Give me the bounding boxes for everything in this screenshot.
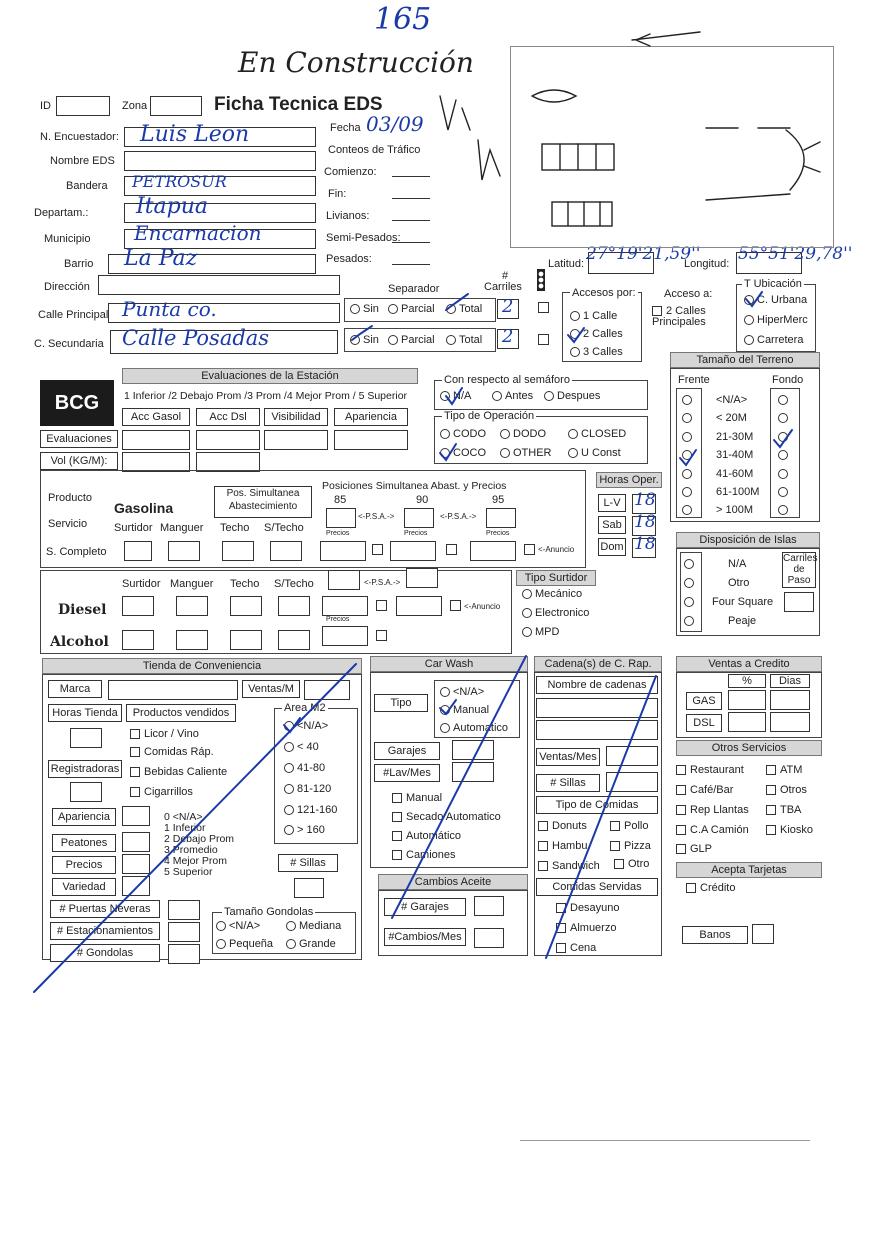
area-41-80[interactable]: 41-80: [284, 762, 325, 774]
carriles-label: Carriles: [484, 281, 522, 293]
gondola-grande[interactable]: Grande: [286, 938, 336, 950]
apariencia-field[interactable]: [122, 806, 150, 826]
area-81-120[interactable]: 81-120: [284, 783, 331, 795]
ubicacion-title: T Ubicación: [744, 278, 802, 290]
cadena-ventas-label: Ventas/Mes: [536, 748, 600, 766]
calle-secundaria-value: Calle Posadas: [122, 326, 270, 350]
ubicacion-carretera[interactable]: Carretera: [744, 334, 803, 346]
sep2-parcial[interactable]: Parcial: [388, 334, 435, 346]
tipo-surtidor-title: Tipo Surtidor: [516, 570, 596, 586]
eval-acc-dsl[interactable]: [196, 430, 260, 450]
alc-techo[interactable]: [230, 630, 262, 650]
bandera-label: Bandera: [66, 180, 108, 192]
ubicacion-hipermerc[interactable]: HiperMerc: [744, 314, 808, 326]
dsl-anuncio: <-Anuncio: [464, 602, 501, 611]
dsl-precios: Precios: [326, 616, 350, 623]
islas-otro[interactable]: [684, 577, 697, 589]
carwash-c-automatico[interactable]: Automático: [392, 830, 461, 842]
cadena-nombre-label: Nombre de cadenas: [536, 676, 658, 694]
cadena-nombre-1[interactable]: [536, 698, 658, 718]
semaforo-despues[interactable]: Despues: [544, 390, 600, 402]
carwash-manual[interactable]: Manual: [440, 704, 489, 716]
ubicacion-urbana[interactable]: C. Urbana: [744, 294, 807, 306]
vol-row-label: Vol (KG/M):: [40, 452, 118, 470]
terreno-frente-radio-0[interactable]: [682, 394, 695, 406]
otros-tba[interactable]: TBA: [766, 804, 801, 816]
terreno-fondo-radio-1[interactable]: [778, 412, 791, 424]
comida-pizza[interactable]: Pizza: [610, 840, 651, 852]
terreno-option-label: < 20M: [716, 412, 747, 425]
sketch-area: [510, 46, 834, 248]
banos-field[interactable]: [752, 924, 774, 944]
traffic-light-icon: [534, 268, 548, 292]
area-title: Area M2: [284, 702, 326, 714]
carwash-na[interactable]: <N/A>: [440, 686, 484, 698]
evaluaciones-title-bar: Evaluaciones de la Estación: [122, 368, 418, 384]
carwash-garajes-field[interactable]: [452, 740, 494, 760]
credito-pct-label: %: [728, 674, 766, 688]
zona-label: Zona: [122, 100, 148, 112]
otros-kiosko[interactable]: Kiosko: [766, 824, 813, 836]
productos-label: Productos vendidos: [126, 704, 236, 722]
terreno-option-label: <N/A>: [716, 394, 748, 406]
longitud-label: Longitud:: [684, 258, 730, 270]
dsl-check-2[interactable]: [450, 600, 461, 611]
credito-gas-pct[interactable]: [728, 690, 766, 710]
carriles-hash: #: [502, 270, 509, 282]
gas-col-manguer: Manguer: [160, 522, 204, 534]
terreno-fondo: Fondo: [772, 374, 804, 386]
estacionamientos-field[interactable]: [168, 922, 200, 942]
islas-peaje[interactable]: [684, 615, 697, 627]
id-field[interactable]: [56, 96, 110, 116]
islas-otro-label: Otro: [728, 577, 750, 589]
credito-gas-dias[interactable]: [770, 690, 810, 710]
otros-title-bar: Otros Servicios: [676, 740, 822, 756]
terreno-title-bar: Tamaño del Terreno: [670, 352, 820, 368]
latitud-label: Latitud:: [548, 258, 585, 270]
surtidor-mecanico[interactable]: Mecánico: [522, 588, 582, 600]
surtidor-mpd[interactable]: MPD: [522, 626, 559, 638]
municipio-label: Municipio: [44, 233, 91, 245]
col-apariencia: Apariencia: [334, 408, 408, 426]
cadena-sillas-field[interactable]: [606, 772, 658, 792]
registradoras-field[interactable]: [70, 782, 102, 802]
cadena-sillas-label: # Sillas: [536, 774, 600, 792]
terreno-fondo-radio-3[interactable]: [778, 449, 791, 461]
credito-dias-label: Dias: [770, 674, 810, 688]
encuestador-label: N. Encuestador:: [40, 131, 119, 143]
horas-lv-label: L-V: [598, 494, 626, 512]
sc-90-check[interactable]: [446, 544, 457, 555]
terreno-frente-radio-1[interactable]: [682, 412, 695, 424]
puertas-label: # Puertas Neveras: [50, 900, 160, 918]
terreno-fondo-radio-5[interactable]: [778, 486, 791, 498]
banos-label: Banos: [682, 926, 748, 944]
aceite-title-bar: Cambios Aceite: [378, 874, 528, 890]
gas-precios-2: Precios: [404, 530, 428, 537]
calle-secundaria-label: C. Secundaria: [34, 338, 104, 350]
sc-90[interactable]: [390, 541, 436, 561]
precios-field[interactable]: [122, 854, 150, 874]
longitud-value: 55°51'29,78'': [738, 244, 853, 264]
gas-psa-1: <-P.S.A.->: [358, 512, 395, 521]
sillas-field[interactable]: [294, 878, 324, 898]
sep1-total[interactable]: Total: [446, 303, 482, 315]
cadena-title-bar: Cadena(s) de C. Rap.: [534, 656, 662, 672]
calle-principal-value: Punta co.: [122, 297, 217, 321]
gondola-pequena[interactable]: Pequeña: [216, 938, 273, 950]
comida-donuts[interactable]: Donuts: [538, 820, 587, 832]
terreno-frente: Frente: [678, 374, 710, 386]
carwash-c-secado[interactable]: Secado Automatico: [392, 811, 501, 823]
op-codo[interactable]: CODO: [440, 428, 486, 440]
sep2-total[interactable]: Total: [446, 334, 482, 346]
alc-check[interactable]: [376, 630, 387, 641]
op-dodo[interactable]: DODO: [500, 428, 546, 440]
barrio-label: Barrio: [64, 258, 94, 270]
peatones-field[interactable]: [122, 832, 150, 852]
s-completo-label: S. Completo: [46, 546, 107, 558]
servida-almuerzo[interactable]: Almuerzo: [556, 922, 616, 934]
variedad-label: Variedad: [52, 878, 116, 896]
diesel-label: Diesel: [58, 602, 107, 618]
estacionamientos-label: # Estacionamientos: [50, 922, 160, 940]
col-acc-dsl: Acc Dsl: [196, 408, 260, 426]
peatones-label: Peatones: [52, 834, 116, 852]
livianos-label: Livianos:: [326, 210, 370, 222]
tam-gondolas-title: Tamaño Gondolas: [224, 906, 314, 918]
carwash-title-bar: Car Wash: [370, 656, 528, 672]
fecha-label: Fecha: [330, 122, 361, 134]
comienzo-label: Comienzo:: [324, 166, 377, 178]
tipo-op-title: Tipo de Operación: [444, 410, 535, 422]
producto-label: Producto: [48, 492, 93, 504]
pesados-label: Pesados:: [326, 253, 372, 265]
accesos-3-calles[interactable]: 3 Calles: [570, 346, 623, 358]
prod-licor[interactable]: Licor / Vino: [130, 728, 199, 740]
cadena-tipo-label: Tipo de Comidas: [536, 796, 658, 814]
gas-col-techo: Techo: [220, 522, 250, 534]
nombre-eds-label: Nombre EDS: [50, 155, 115, 167]
comida-hambu[interactable]: Hambu.: [538, 840, 591, 852]
departamento-value: Itapua: [136, 194, 209, 219]
dsl-price[interactable]: [322, 596, 368, 616]
dsl-surtidor[interactable]: [122, 596, 154, 616]
carwash-c-camiones[interactable]: Camiones: [392, 849, 456, 861]
carwash-lav-label: #Lav/Mes: [374, 764, 440, 782]
eval-apariencia[interactable]: [334, 430, 408, 450]
evaluaciones-scale: 1 Inferior /2 Debajo Prom /3 Prom /4 Mejor Prom / 5 Superior: [124, 390, 408, 402]
acceso-a-2-calles[interactable]: 2 Calles Principales: [652, 305, 706, 328]
bandera-value: PETROSUR: [132, 172, 227, 191]
op-other[interactable]: OTHER: [500, 447, 552, 459]
alcohol-label: Alcohol: [50, 634, 109, 650]
dsl-col-techo: Techo: [230, 578, 260, 590]
servicio-label: Servicio: [48, 518, 88, 530]
gas-psa-2: <-P.S.A.->: [440, 512, 477, 521]
gas-95-psa[interactable]: [486, 508, 516, 528]
op-closed[interactable]: CLOSED: [568, 428, 626, 440]
gas-anuncio: <-Anuncio: [538, 545, 575, 554]
dsl-psa: <-P.S.A.->: [364, 578, 401, 587]
dsl-check-1[interactable]: [376, 600, 387, 611]
calle-principal-label: Calle Principal: [38, 309, 109, 321]
sc-95[interactable]: [470, 541, 516, 561]
gas-precios-3: Precios: [486, 530, 510, 537]
vol-acc-gasol[interactable]: [122, 452, 190, 472]
gondolas-field[interactable]: [168, 944, 200, 964]
horas-sab-value: 18: [634, 512, 656, 532]
registradoras-label: Registradoras: [48, 760, 122, 778]
status-note: En Construcción: [238, 46, 474, 79]
acceso-a-title: Acceso a:: [664, 288, 713, 300]
islas-four-square[interactable]: [684, 596, 697, 608]
terreno-option-label: 21-30M: [716, 430, 754, 443]
islas-title-bar: Disposición de Islas: [676, 532, 820, 548]
gondola-na[interactable]: <N/A>: [216, 920, 260, 932]
alc-manguer[interactable]: [176, 630, 208, 650]
horas-title-bar: Horas Oper.: [596, 472, 662, 488]
aceite-cambios-label: #Cambios/Mes: [384, 928, 466, 946]
apariencia-label: Apariencia: [52, 808, 116, 826]
sc-85[interactable]: [320, 541, 366, 561]
accesos-2-calles[interactable]: 2 Calles: [570, 328, 623, 340]
conteos-title: Conteos de Tráfico: [328, 144, 421, 156]
prod-cigarrillos[interactable]: Cigarrillos: [130, 786, 193, 798]
comida-otro[interactable]: Otro: [614, 858, 649, 870]
otros-rep-llantas[interactable]: Rep Llantas: [676, 804, 749, 816]
oct-85: 85: [334, 494, 347, 506]
carwash-tipo-label: Tipo: [374, 694, 428, 712]
tarjeta-credito[interactable]: Crédito: [686, 882, 735, 894]
scale-list: 0 <N/A> 1 Inferior 2 Debajo Prom 3 Promedio 4 Mejor Prom 5 Superior: [164, 811, 235, 878]
sep1-sin[interactable]: Sin: [350, 303, 379, 315]
latitud-value: 27°19'21,59'': [586, 244, 701, 264]
col-visibilidad: Visibilidad: [264, 408, 328, 426]
direccion-field[interactable]: [98, 275, 340, 295]
horas-dom-value: 18: [634, 534, 656, 554]
otros-cafe[interactable]: Café/Bar: [676, 784, 733, 796]
zona-field[interactable]: [150, 96, 202, 116]
page-number: 165: [374, 2, 432, 37]
comida-pollo[interactable]: Pollo: [610, 820, 648, 832]
area-40[interactable]: < 40: [284, 741, 319, 753]
barrio-value: La Paz: [124, 246, 198, 271]
direccion-label: Dirección: [44, 281, 90, 293]
terreno-fondo-radio-0[interactable]: [778, 394, 791, 406]
dsl-price-2[interactable]: [396, 596, 442, 616]
prod-comidas[interactable]: Comidas Ráp.: [130, 746, 214, 758]
sep2-checkbox[interactable]: [538, 334, 549, 345]
nombre-eds-field[interactable]: [124, 151, 316, 171]
credito-gas-label: GAS: [686, 692, 722, 710]
prod-bebidas[interactable]: Bebidas Caliente: [130, 766, 227, 778]
terreno-fondo-radio-4[interactable]: [778, 468, 791, 480]
aceite-garajes-label: # Garajes: [384, 898, 466, 916]
area-na[interactable]: <N/A>: [284, 720, 328, 732]
gas-col-stecho: S/Techo: [264, 522, 304, 534]
op-u-const[interactable]: U Const: [568, 447, 621, 459]
sc-manguer[interactable]: [168, 541, 200, 561]
eval-acc-gasol[interactable]: [122, 430, 190, 450]
comidas-servidas-label: Comidas Servidas: [536, 878, 658, 896]
otros-restaurant[interactable]: Restaurant: [676, 764, 744, 776]
sc-95-check[interactable]: [524, 544, 535, 555]
terreno-frente-radio-3[interactable]: [682, 449, 695, 461]
dsl-psa-field-2[interactable]: [406, 568, 438, 588]
horas-tienda-field[interactable]: [70, 728, 102, 748]
credito-dsl-label: DSL: [686, 714, 722, 732]
tarjetas-title-bar: Acepta Tarjetas: [676, 862, 822, 878]
gondolas-label: # Gondolas: [50, 944, 160, 962]
carriles-2-value: 2: [502, 326, 514, 347]
credito-dsl-dias[interactable]: [770, 712, 810, 732]
aceite-garajes-field[interactable]: [474, 896, 504, 916]
accesos-1-calle[interactable]: 1 Calle: [570, 310, 617, 322]
alc-surtidor[interactable]: [122, 630, 154, 650]
cadena-nombre-2[interactable]: [536, 720, 658, 740]
credito-dsl-pct[interactable]: [728, 712, 766, 732]
form-title: Ficha Tecnica EDS: [214, 94, 383, 115]
col-acc-gasol: Acc Gasol: [122, 408, 190, 426]
precios-label: Precios: [52, 856, 116, 874]
terreno-frente-radio-4[interactable]: [682, 468, 695, 480]
op-coco[interactable]: COCO: [440, 447, 486, 459]
sep1-checkbox[interactable]: [538, 302, 549, 313]
servida-desayuno[interactable]: Desayuno: [556, 902, 620, 914]
oct-90: 90: [416, 494, 429, 506]
otros-otros[interactable]: Otros: [766, 784, 807, 796]
otros-ca-camion[interactable]: C.A Camión: [676, 824, 749, 836]
comida-sandwich[interactable]: Sandwich: [538, 860, 600, 872]
pos-sim-label: Pos. Simultanea Abastecimiento: [214, 486, 312, 518]
sep1-parcial[interactable]: Parcial: [388, 303, 435, 315]
puertas-field[interactable]: [168, 900, 200, 920]
carriles-1-value: 2: [502, 296, 514, 317]
otros-glp[interactable]: GLP: [676, 843, 712, 855]
sc-surtidor[interactable]: [124, 541, 152, 561]
sc-85-check[interactable]: [372, 544, 383, 555]
marca-label: Marca: [48, 680, 102, 698]
terreno-option-label: 61-100M: [716, 486, 760, 498]
fecha-value: 03/09: [366, 112, 424, 136]
ventas-m-label: Ventas/M: [242, 680, 300, 698]
tienda-title-bar: Tienda de Conveniencia: [42, 658, 362, 674]
carwash-garajes-label: Garajes: [374, 742, 440, 760]
horas-lv-value: 18: [634, 490, 656, 510]
terreno-option-label: > 100M: [716, 504, 753, 517]
terreno-fondo-radio-6[interactable]: [778, 504, 791, 516]
pos-sim-title: Posiciones Simultanea Abast. y Precios: [322, 480, 507, 492]
dsl-col-surtidor: Surtidor: [122, 578, 161, 590]
gas-90-psa[interactable]: [404, 508, 434, 528]
accesos-title: Accesos por:: [572, 287, 636, 299]
ventas-m-field[interactable]: [304, 680, 350, 700]
sillas-label: # Sillas: [278, 854, 338, 872]
vol-acc-dsl[interactable]: [196, 452, 260, 472]
terreno-frente-radio-5[interactable]: [682, 486, 695, 498]
semaforo-na[interactable]: N/A: [440, 390, 471, 402]
evaluaciones-row-label: Evaluaciones: [40, 430, 118, 448]
otros-atm[interactable]: ATM: [766, 764, 802, 776]
fin-label: Fin:: [328, 188, 347, 200]
gas-85-psa[interactable]: [326, 508, 356, 528]
carwash-c-manual[interactable]: Manual: [392, 792, 442, 804]
gas-col-surtidor: Surtidor: [114, 522, 153, 534]
sep2-sin[interactable]: Sin: [350, 334, 379, 346]
horas-sab-label: Sab: [598, 516, 626, 534]
terreno-frente-radio-2[interactable]: [682, 431, 695, 443]
islas-na-label: N/A: [728, 558, 747, 570]
oct-95: 95: [492, 494, 505, 506]
dsl-psa-field[interactable]: [328, 570, 360, 590]
area-121-160[interactable]: 121-160: [284, 804, 337, 816]
gondola-mediana[interactable]: Mediana: [286, 920, 341, 932]
horas-dom-label: Dom: [598, 538, 626, 556]
horas-tienda-label: Horas Tienda: [48, 704, 122, 722]
dsl-stecho[interactable]: [278, 596, 310, 616]
dsl-col-manguer: Manguer: [170, 578, 214, 590]
municipio-value: Encarnacion: [134, 221, 262, 245]
id-label: ID: [40, 100, 51, 112]
carriles-paso-field[interactable]: [784, 592, 814, 612]
islas-na[interactable]: [684, 558, 697, 570]
semipesados-label: Semi-Pesados:: [326, 232, 401, 244]
gas-precios-1: Precios: [326, 530, 350, 537]
semaforo-title: Con respecto al semáforo: [444, 374, 570, 386]
separador-label: Separador: [388, 283, 440, 295]
semaforo-antes[interactable]: Antes: [492, 390, 533, 402]
departamento-label: Departam.:: [34, 207, 89, 219]
alc-stecho[interactable]: [278, 630, 310, 650]
marca-field[interactable]: [108, 680, 238, 700]
terreno-option-label: 41-60M: [716, 467, 754, 480]
terreno-frente-radio-6[interactable]: [682, 504, 695, 516]
islas-peaje-label: Peaje: [728, 615, 757, 627]
dsl-techo[interactable]: [230, 596, 262, 616]
surtidor-electronico[interactable]: Electronico: [522, 607, 589, 619]
islas-four-square-label: Four Square: [712, 596, 774, 608]
alc-price[interactable]: [322, 626, 368, 646]
terreno-fondo-radio-2[interactable]: [778, 431, 791, 443]
dsl-col-stecho: S/Techo: [274, 578, 314, 590]
carwash-lav-field[interactable]: [452, 762, 494, 782]
servida-cena[interactable]: Cena: [556, 942, 596, 954]
cadena-ventas-field[interactable]: [606, 746, 658, 766]
area-160[interactable]: > 160: [284, 824, 325, 836]
credito-title-bar: Ventas a Credito: [676, 656, 822, 672]
encuestador-value: Luis Leon: [140, 122, 250, 147]
aceite-cambios-field[interactable]: [474, 928, 504, 948]
sc-techo[interactable]: [222, 541, 254, 561]
eval-visibilidad[interactable]: [264, 430, 328, 450]
bcg-logo: BCG: [40, 380, 114, 426]
sc-stecho[interactable]: [270, 541, 302, 561]
gasolina-name: Gasolina: [114, 500, 174, 516]
dsl-manguer[interactable]: [176, 596, 208, 616]
variedad-field[interactable]: [122, 876, 150, 896]
terreno-option-label: 31-40M: [716, 449, 754, 462]
carwash-automatico[interactable]: Automatico: [440, 722, 508, 734]
carriles-paso-label: Carriles de Paso: [783, 553, 818, 586]
